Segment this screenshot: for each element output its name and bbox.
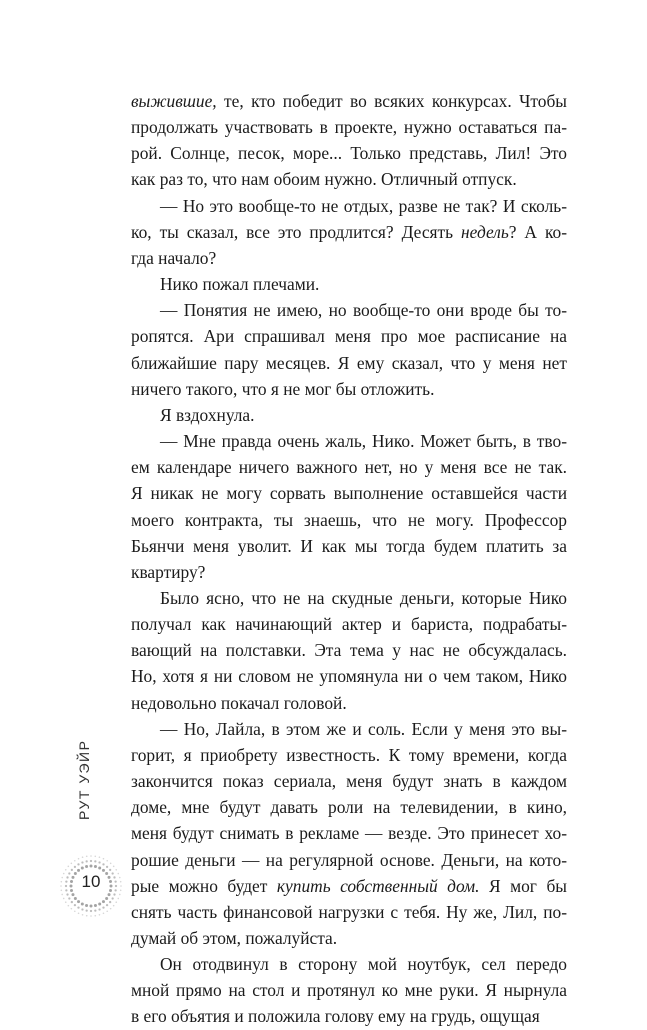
- text-line: [131, 820, 567, 846]
- text-fragment: — Мне правда очень жаль, Нико. Может быть, в тво-: [160, 431, 567, 452]
- text-fragment: ? А ко-: [508, 221, 567, 242]
- ornament-dot: [82, 914, 84, 916]
- text-fragment: как раз то, что нам обоим нужно. Отличный отпуск.: [131, 169, 517, 190]
- ornament-dot: [71, 901, 73, 903]
- ornament-dot: [109, 869, 111, 871]
- ornament-dot: [112, 897, 114, 899]
- text-line: [131, 166, 567, 192]
- ornament-dot: [81, 861, 83, 863]
- ornament-dot: [74, 910, 76, 912]
- ornament-dot: [110, 885, 113, 888]
- ornament-dot: [71, 893, 74, 896]
- text-fragment: горит, я приобрету известность. К тому времени, когда: [131, 744, 567, 765]
- text-line: [131, 899, 567, 925]
- text-fragment: ничего такого, что я не мог бы отложить.: [131, 378, 435, 399]
- ornament-dot: [90, 860, 92, 862]
- text-fragment: продолжать участвовать в проекте, нужно оставаться па-: [131, 117, 567, 138]
- ornament-dot: [98, 903, 101, 906]
- text-fragment: Было ясно, что не на скудные деньги, которые Нико: [160, 587, 567, 608]
- ornament-dot: [94, 856, 96, 858]
- ornament-dot: [61, 877, 63, 879]
- text-line: [131, 611, 567, 637]
- text-fragment: Я мог бы: [479, 875, 567, 896]
- text-line: [131, 271, 567, 297]
- ornament-dot: [99, 856, 101, 858]
- text-fragment: Но, хотя я ни словом не упомянула ни о чем таком, Нико: [131, 666, 567, 687]
- text-fragment: недовольно покачал головой.: [131, 692, 347, 713]
- text-line: [131, 480, 567, 506]
- ornament-dot: [103, 858, 105, 860]
- ornament-dot: [90, 855, 92, 857]
- ornament-dot: [120, 885, 122, 887]
- text-line: [131, 951, 567, 977]
- text-line: [131, 350, 567, 376]
- text-fragment: рые можно будет: [131, 875, 277, 896]
- text-fragment: ко, ты сказал, все это продлится? Десять: [131, 221, 462, 242]
- ornament-dot: [109, 889, 112, 892]
- text-line: [131, 245, 567, 271]
- ornament-dot: [81, 908, 83, 910]
- ornament-dot: [65, 885, 67, 887]
- italic-text: купить собственный дом.: [276, 875, 480, 896]
- ornament-dot: [112, 872, 114, 874]
- ornament-dot: [102, 863, 104, 865]
- ornament-dot: [98, 908, 100, 910]
- text-fragment: закончится показ сериала, меня будут знать в каждом: [131, 771, 567, 792]
- text-fragment: рой. Солнце, песок, море... Только представь, Лил! Это: [131, 143, 567, 164]
- text-line: [131, 742, 567, 768]
- ornament-dot: [65, 901, 67, 903]
- ornament-dot: [86, 860, 88, 862]
- text-line: [131, 402, 567, 428]
- text-line: [131, 663, 567, 689]
- ornament-dot: [109, 901, 111, 903]
- text-fragment: — Но, Лайла, в этом же и соль. Если у меня это вы-: [160, 718, 567, 739]
- ornament-dot: [110, 863, 112, 865]
- ornament-dot: [106, 904, 108, 906]
- ornament-dot: [102, 907, 104, 909]
- ornament-dot: [120, 889, 122, 891]
- ornament-dot: [113, 893, 115, 895]
- ornament-dot: [119, 894, 121, 896]
- text-fragment: вающий на полставки. Эта тема у нас не обсуждалась.: [131, 640, 567, 661]
- text-fragment: думай об этом, пожалуйста.: [131, 928, 338, 948]
- ornament-dot: [106, 910, 108, 912]
- ornament-dot: [90, 910, 92, 912]
- text-fragment: получал как начинающий актер и бариста, подрабаты-: [131, 614, 567, 635]
- text-line: [131, 323, 567, 349]
- ornament-dot: [114, 889, 116, 891]
- ornament-dot: [108, 893, 111, 896]
- ornament-dot: [78, 858, 80, 860]
- ornament-dot: [109, 880, 112, 883]
- ornament-dot: [113, 866, 115, 868]
- text-line: [131, 140, 567, 166]
- text-line: [131, 794, 567, 820]
- ornament-dot: [98, 861, 100, 863]
- text-fragment: Он отодвинул в сторону мой ноутбук, сел передо: [160, 954, 567, 975]
- text-fragment: Я никак не могу сорвать выполнение оставшейся части: [131, 483, 567, 504]
- text-fragment: те, кто победит во всяких конкурсах. Чтобы: [216, 91, 567, 111]
- text-line: [131, 716, 567, 742]
- ornament-dot: [63, 898, 65, 900]
- ornament-dot: [106, 860, 108, 862]
- ornament-dot: [98, 866, 101, 869]
- ornament-dot: [71, 869, 73, 871]
- text-fragment: мной прямо на стол и протянул ко мне руки. Я нырнула: [131, 980, 567, 1001]
- ornament-dot: [78, 912, 80, 914]
- text-fragment: в его объятия и положила голову ему на грудь, ощущая: [131, 1006, 540, 1027]
- ornament-dot: [86, 915, 88, 917]
- ornament-dot: [77, 863, 79, 865]
- running-head-author: РУТ УЭЙР: [76, 739, 92, 820]
- text-fragment: Бьянчи меня уволит. И как мы тогда будем платить за: [131, 535, 567, 556]
- text-line: [131, 193, 567, 219]
- ornament-dot: [119, 877, 121, 879]
- ornament-dot: [114, 881, 116, 883]
- ornament-dot: [106, 866, 108, 868]
- text-line: [131, 585, 567, 611]
- ornament-dot: [94, 909, 96, 911]
- text-line: [131, 925, 567, 951]
- ornament-dot: [90, 865, 93, 868]
- text-line: [131, 114, 567, 140]
- ornament-dot: [86, 856, 88, 858]
- ornament-dot: [65, 869, 67, 871]
- text-fragment: — Понятия не имею, но вообще-то они вроде бы то-: [160, 300, 567, 321]
- text-line: [131, 533, 567, 559]
- ornament-dot: [113, 876, 115, 878]
- ornament-dot: [74, 904, 76, 906]
- text-line: [131, 454, 567, 480]
- ornament-dot: [90, 915, 92, 917]
- text-fragment: Нико пожал плечами.: [160, 274, 320, 295]
- ornament-dot: [82, 856, 84, 858]
- text-line: [131, 507, 567, 533]
- ornament-dot: [81, 903, 84, 906]
- ornament-dot: [70, 880, 73, 883]
- ornament-dot: [120, 881, 122, 883]
- text-line: [131, 219, 567, 245]
- ornament-dot: [70, 885, 73, 888]
- ornament-dot: [85, 904, 88, 907]
- ornament-dot: [99, 914, 101, 916]
- text-line: [131, 768, 567, 794]
- text-fragment: ем календаре ничего важного нет, но у меня все не так.: [131, 457, 567, 478]
- text-fragment: снять часть финансовой нагрузки с тебя. Ну же, Лил, по-: [131, 901, 567, 922]
- ornament-dot: [115, 869, 117, 871]
- ornament-dot: [61, 881, 63, 883]
- ornament-dot: [110, 908, 112, 910]
- text-fragment: рошие деньги — на регулярной основе. Деньги, на кото-: [131, 849, 567, 870]
- text-fragment: квартиру?: [131, 561, 206, 582]
- ornament-dot: [68, 897, 70, 899]
- text-fragment: ропятся. Ари спрашивал меня про мое расписание на: [131, 326, 567, 347]
- italic-text: недель: [461, 221, 509, 242]
- ornament-dot: [77, 907, 79, 909]
- ornament-dot: [66, 893, 68, 895]
- ornament-dot: [103, 912, 105, 914]
- text-fragment: доме, мне будут давать роли на телевидении, в кино,: [131, 797, 567, 818]
- ornament-dot: [94, 904, 97, 907]
- ornament-dot: [90, 905, 93, 908]
- ornament-dot: [68, 866, 70, 868]
- ornament-dot: [94, 860, 96, 862]
- ornament-dot: [81, 866, 84, 869]
- text-line: [131, 88, 567, 114]
- text-line: [131, 559, 567, 585]
- ornament-dot: [61, 894, 63, 896]
- ornament-dot: [61, 889, 63, 891]
- text-fragment: — Но это вообще-то не отдых, разве не так? И сколь-: [160, 195, 567, 216]
- ornament-dot: [86, 909, 88, 911]
- ornament-dot: [68, 872, 70, 874]
- text-fragment: моего контракта, ты знаешь, что не могу. Профессор: [131, 509, 567, 530]
- text-fragment: Я вздохнула.: [160, 404, 255, 425]
- ornament-dot: [85, 865, 88, 868]
- ornament-dot: [74, 860, 76, 862]
- ornament-dot: [117, 898, 119, 900]
- italic-text: выжившие,: [131, 91, 217, 111]
- ornament-dot: [70, 889, 73, 892]
- ornament-dot: [94, 865, 97, 868]
- ornament-dot: [65, 889, 67, 891]
- ornament-dot: [71, 863, 73, 865]
- text-line: [131, 297, 567, 323]
- text-line: [131, 428, 567, 454]
- ornament-dot: [68, 905, 70, 907]
- text-fragment: меня будут снимать в рекламе — везде. Это принесет хо-: [131, 823, 567, 844]
- page-number: 10: [81, 872, 101, 891]
- text-line: [131, 690, 567, 716]
- ornament-dot: [77, 900, 80, 903]
- ornament-dot: [115, 885, 117, 887]
- ornament-dot: [113, 905, 115, 907]
- ornament-dot: [60, 885, 62, 887]
- ornament-dot: [74, 897, 77, 900]
- text-line: [131, 847, 567, 873]
- ornament-dot: [105, 897, 108, 900]
- ornament-dot: [117, 873, 119, 875]
- page-body-text: [131, 88, 567, 1030]
- ornament-dot: [71, 908, 73, 910]
- ornament-dot: [102, 900, 105, 903]
- ornament-dot: [66, 876, 68, 878]
- ornament-dot: [65, 881, 67, 883]
- ornament-dot: [74, 866, 76, 868]
- ornament-dot: [115, 901, 117, 903]
- text-fragment: ближайшие пару месяцев. Я ему сказал, что у меня нет: [131, 352, 567, 373]
- text-fragment: гда начало?: [131, 247, 217, 268]
- text-line: [131, 873, 567, 899]
- text-line: [131, 637, 567, 663]
- ornament-dot: [63, 873, 65, 875]
- text-line: [131, 376, 567, 402]
- ornament-dot: [94, 915, 96, 917]
- text-line: [131, 1003, 567, 1029]
